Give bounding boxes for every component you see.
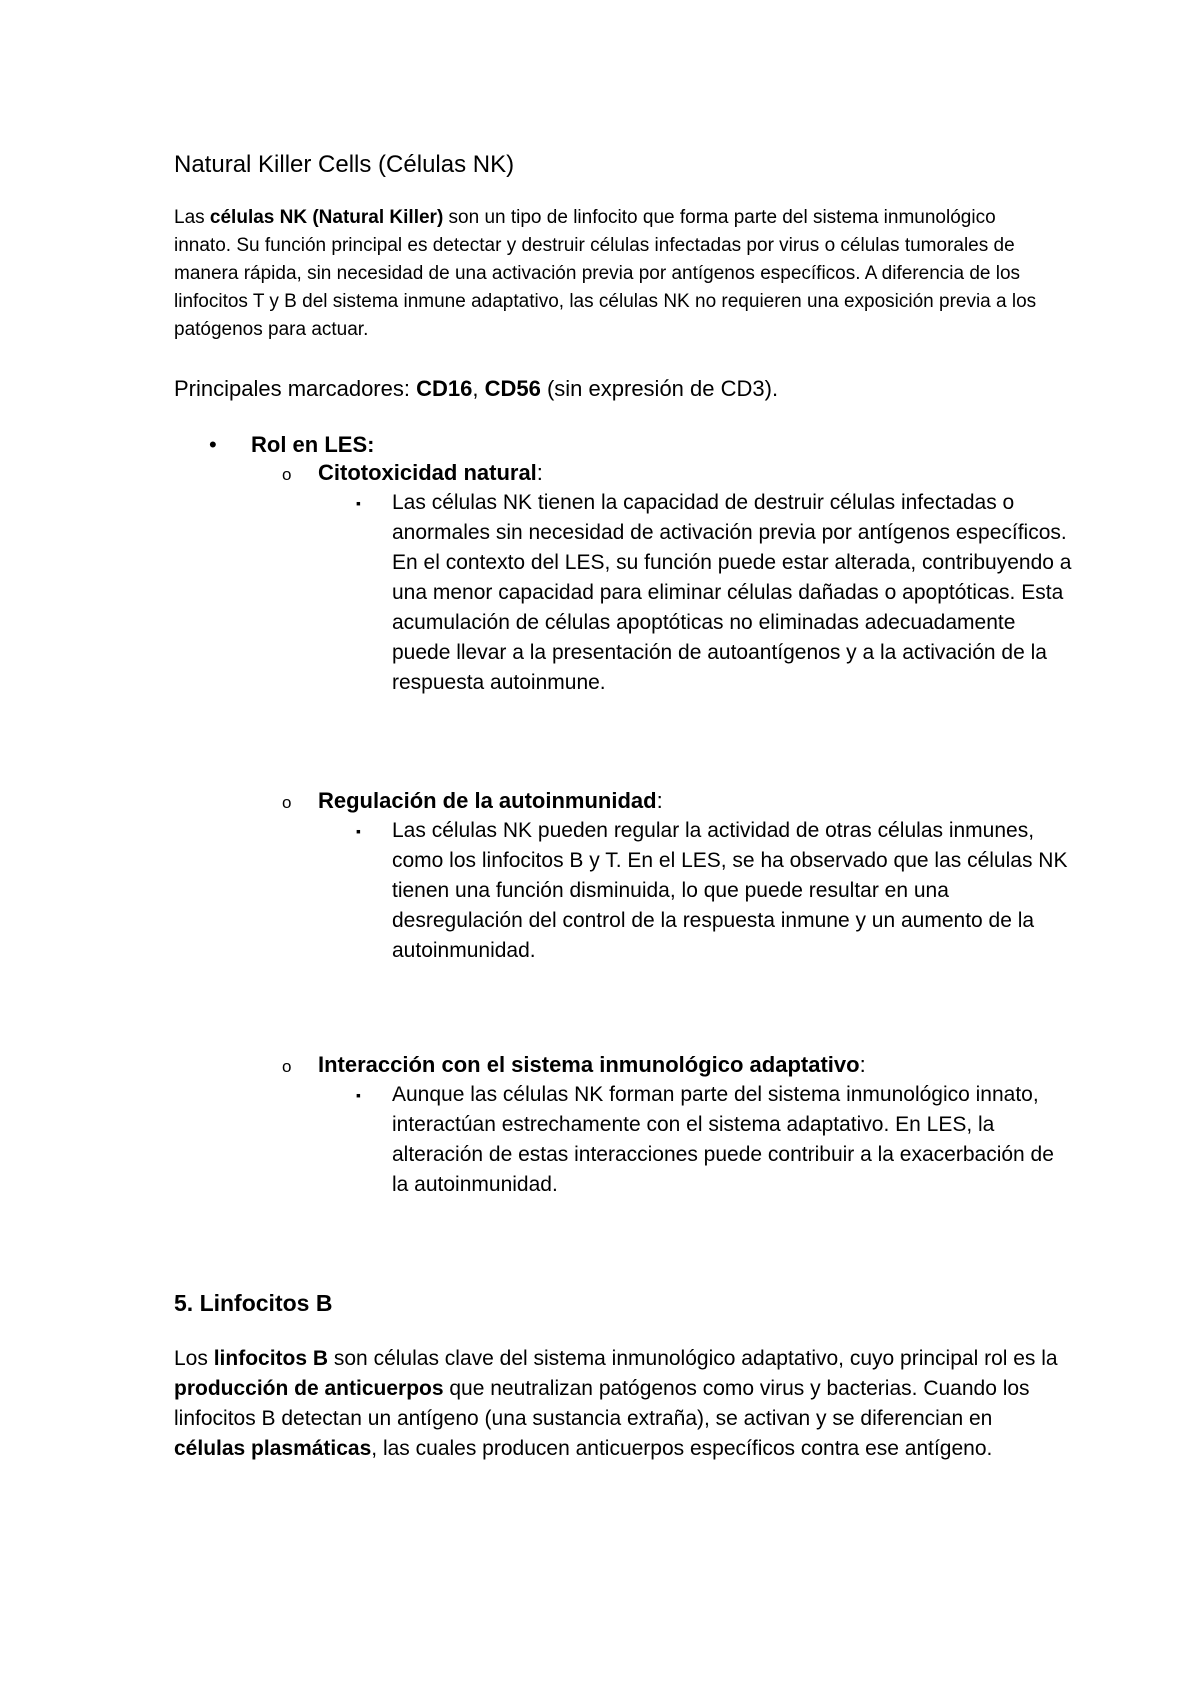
sub-item-cytotoxicity	[282, 458, 543, 490]
sub-item-colon: :	[656, 788, 663, 813]
section-title-nk: Natural Killer Cells (Células NK)	[174, 151, 515, 178]
bullet-dot-icon: •	[209, 432, 217, 457]
b-text-3: que neutralizan patógenos como virus y bacterias. Cuando los linfocitos B detectan un antígeno (una sustancia extraña), se activan y se diferencian en	[174, 1377, 1030, 1430]
role-title: Rol en LES:	[251, 432, 375, 457]
markers-rest: (sin expresión de CD3).	[540, 376, 779, 401]
detail-text: Las células NK tienen la capacidad de destruir células infectadas o anormales sin necesidad de activación previa por antígenos específicos. En el contexto del LES, su función puede estar alterada, contribuyendo a una menor capacidad para eliminar células dañadas o apoptóticas. Esta acumulación de células apoptóticas no eliminadas adecuadamente puede llevar a la presentación de autoantígenos y a la activación de la respuesta autoinmune.	[392, 491, 1072, 694]
square-bullet-icon: ▪	[356, 1087, 361, 1103]
role-bullet-item	[209, 430, 374, 460]
intro-text-1: Las	[174, 207, 210, 228]
b-text-1: Los	[174, 1347, 214, 1370]
b-bold-plasmaticas: células plasmáticas	[174, 1437, 372, 1460]
marker-cd16: CD16	[416, 376, 473, 401]
b-text-4: , las cuales producen anticuerpos específicos contra ese antígeno.	[371, 1437, 993, 1460]
marker-cd56: CD56	[484, 376, 541, 401]
markers-label: Principales marcadores:	[174, 376, 417, 401]
sub-item-colon: :	[536, 460, 543, 485]
sub-item-interaction	[282, 1050, 866, 1082]
section-title-b-cells: 5. Linfocitos B	[174, 1290, 333, 1316]
detail-text: Las células NK pueden regular la actividad de otras células inmunes, como los linfocitos B y T. En el LES, se ha observado que las células NK tienen una función disminuida, lo que puede resultar en una desregulación del control de la respuesta inmune y un aumento de la autoinmunidad.	[392, 819, 1068, 962]
sub-bullet-o-icon: o	[282, 793, 292, 812]
square-bullet-icon: ▪	[356, 823, 361, 839]
sub-item-regulation	[282, 786, 663, 818]
b-cells-paragraph	[174, 1344, 1064, 1464]
b-bold-linfocitos: linfocitos B	[213, 1347, 329, 1370]
sub-item-title: Regulación de la autoinmunidad	[318, 788, 657, 813]
intro-bold-nk: células NK (Natural Killer)	[209, 207, 444, 228]
b-bold-anticuerpos: producción de anticuerpos	[174, 1377, 444, 1400]
markers-line	[174, 374, 778, 404]
nk-intro-paragraph	[174, 204, 1054, 344]
intro-text-2: son un tipo de linfocito que forma parte del sistema inmunológico innato. Su función principal es detectar y destruir células infectadas por virus o células tumorales de manera rápida, sin necesidad de una activación previa por antígenos específicos. A diferencia de los linfocitos T y B del sistema inmune adaptativo, las células NK no requieren una exposición previa a los patógenos para actuar.	[174, 207, 1037, 340]
sub-item-title: Citotoxicidad natural	[318, 460, 537, 485]
markers-separator: ,	[472, 376, 485, 401]
sub-item-title: Interacción con el sistema inmunológico adaptativo	[318, 1052, 860, 1077]
sub-bullet-o-icon: o	[282, 465, 292, 484]
b-text-2: son células clave del sistema inmunológico adaptativo, cuyo principal rol es la	[328, 1347, 1058, 1370]
sub-item-colon: :	[859, 1052, 866, 1077]
sub-bullet-o-icon: o	[282, 1057, 292, 1076]
detail-text: Aunque las células NK forman parte del sistema inmunológico innato, interactúan estrechamente con el sistema adaptativo. En LES, la alteración de estas interacciones puede contribuir a la exacerbación de la autoinmunidad.	[392, 1083, 1054, 1196]
square-bullet-icon: ▪	[356, 495, 361, 511]
